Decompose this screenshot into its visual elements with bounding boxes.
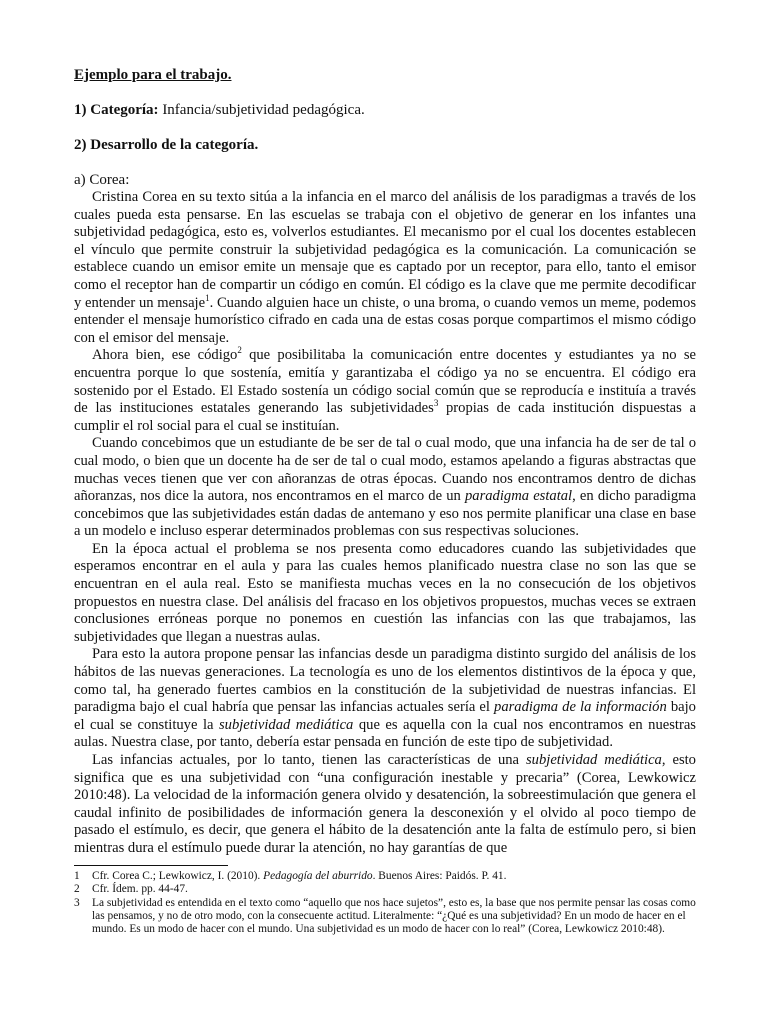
footnote-ref-1: 1 bbox=[205, 292, 210, 303]
footnote-1-title: Pedagogía del aburrido bbox=[263, 870, 373, 882]
footnote-number: 2 bbox=[74, 883, 80, 896]
paragraph-5-text-c: que es aquella con la cual nos encontramos en nuestras aulas. Nuestra clase, por tanto, debería estar pensada en función de este tipo de subjetividad. bbox=[74, 716, 696, 751]
paragraph-2-text-a: Ahora bien, ese código bbox=[92, 347, 238, 364]
paragraph-4: En la época actual el problema se nos presenta como educadores cuando las subjetividades que esperamos encontrar en el aula y para las cuales hemos planificado nuestra clase no son las que se encuentran en el aula real. Esto se manifiesta muchas veces en la no consecución de los objetivos propuestos en nuestra clase. Del análisis del fracaso en los objetivos propuestos, muchas veces se extraen conclusiones erróneas porque no ponemos en cuestión las infancias con las que trabajamos, las subjetividades que llegan a nuestras aulas. bbox=[74, 540, 696, 645]
category-value: Infancia/subjetividad pedagógica. bbox=[162, 102, 365, 118]
paragraph-5-text-b: bajo el cual se constituye la bbox=[74, 699, 696, 733]
footnote-number: 1 bbox=[74, 870, 80, 882]
document-title: Ejemplo para el trabajo. bbox=[74, 67, 232, 83]
paragraph-2 bbox=[74, 347, 696, 435]
paragraph-6 bbox=[74, 752, 696, 858]
paragraph-5-emphasis-1: paradigma de la información bbox=[494, 699, 667, 716]
footnote-text: La subjetividad es entendida en el texto como “aquello que nos hace sujetos”, esto es, la base que nos permite pensar las cosas como las pensamos, y no de otro modo, con la consecuente actitud. Literalmente: “¿Qué es una subjetividad? En un modo de hacer en el mundo. Es un modo de hacer con el mundo. Una subjetividad es un modo de hacer con lo real” (Corea, Lewkowicz 2010:48). bbox=[92, 896, 696, 936]
paragraph-1 bbox=[74, 189, 696, 347]
footnote-text: Cfr. Ídem. pp. 44-47. bbox=[92, 883, 188, 896]
paragraph-3-text-a: Cuando concebimos que un estudiante de be ser de tal o cual modo, que una infancia ha de ser de tal o cual modo, o bien que un docente ha de ser de tal o cual modo, estamos apelando a figuras abstractas que muchas veces tienen que ver con añoranzas de otras épocas. Cuando nos encontramos dentro de dichas añoranzas, nos dice la autora, nos encontramos en el marco de un bbox=[74, 435, 696, 505]
paragraph-2-text-c: propias de cada institución dispuestas a cumplir el rol social para el cual se instituían. bbox=[74, 400, 696, 434]
development-label: 2) Desarrollo de la categoría. bbox=[74, 137, 259, 153]
body-text bbox=[74, 189, 696, 858]
paragraph-6-text-b: , esto significa que es una subjetividad con “una configuración inestable y precaria” (Corea, Lewkowicz 2010:48). La velocidad de la información genera olvido y desatención, la sobreestimulación que genera el caudal infinito de posibilidades de información genera la desconexión y el olvido al poco tiempo de pasado el estímulo, es decir, que genera el hábito de la desatención ante la falta de estímulo pero, si bien mientras dura el estímulo puede durar la atención, no hay garantías de que bbox=[74, 752, 696, 856]
paragraph-6-text-a: Las infancias actuales, por lo tanto, tienen las características de una bbox=[92, 752, 526, 768]
footnote-1-text-b: . Buenos Aires: Paidós. P. 41. bbox=[372, 870, 507, 882]
category-heading bbox=[74, 101, 696, 119]
paragraph-1-text-b: . Cuando alguien hace un chiste, o una broma, o cuando vemos un meme, podemos entender el mensaje humorístico cifrado en cada una de estas cosas porque compartimos el mismo código con el emisor del mensaje. bbox=[74, 294, 696, 346]
paragraph-3 bbox=[74, 435, 696, 541]
document-body bbox=[74, 66, 696, 858]
development-heading bbox=[74, 136, 696, 154]
footnote-ref-2: 2 bbox=[237, 345, 242, 356]
footnote-3 bbox=[74, 897, 696, 937]
paragraph-6-emphasis: subjetividad mediática bbox=[526, 752, 662, 768]
paragraph-1-text-a: Cristina Corea en su texto sitúa a la infancia en el marco del análisis de los paradigmas a través de los cuales pueda esta pensarse. En las escuelas se trabaja con el objetivo de generar en los infantes una subjetividad pedagógica, esto es, volverlos estudiantes. El mecanismo por el cual los docentes establecen el vínculo que permite construir la subjetividad pedagógica es la comunicación. La comunicación se establece cuando un emisor emite un mensaje que es captado por un receptor, para ello, tanto el emisor como el receptor han de compartir un código en común. El código es la clave que me permite decodificar y entender un mensaje bbox=[74, 189, 696, 311]
paragraph-5 bbox=[74, 646, 696, 752]
footnote-text bbox=[92, 870, 696, 883]
footnote-2 bbox=[74, 883, 696, 896]
paragraph-3-emphasis: paradigma estatal bbox=[464, 488, 573, 505]
paragraph-5-emphasis-2: subjetividad mediática bbox=[218, 716, 354, 733]
footnote-divider bbox=[74, 865, 228, 866]
paragraph-5-text-a: Para esto la autora propone pensar las infancias desde un paradigma distinto surgido del análisis de los hábitos de las nuevas generaciones. La tecnología es uno de los elementos distintivos de la época y que, como tal, ha generado fuertes cambios en la constitución de la subjetividad de nuestras infancias. El paradigma bajo el cual habría que pensar las infancias actuales sería el bbox=[74, 646, 696, 716]
footnote-number: 3 bbox=[74, 896, 80, 909]
subsection-heading: a) Corea: bbox=[74, 172, 130, 188]
category-label: 1) Categoría: bbox=[74, 102, 159, 118]
paragraph-3-text-b: , en dicho paradigma concebimos que las subjetividades están dadas de antemano y eso nos permite planificar una clase en base a un modelo e incluso esperar determinados problemas con sus respectivas soluciones. bbox=[74, 488, 696, 540]
footnote-1 bbox=[74, 870, 696, 883]
paragraph-2-text-b: que posibilitaba la comunicación entre docentes y estudiantes ya no se encuentra porque lo que sostenía, emitía y garantizaba el código ya no se encuentra. El código era sostenido por el Estado. El Estado sostenía un código social común que se reproducía e instituía a través de las instituciones estatales generando las subjetividades bbox=[74, 347, 696, 417]
footnotes bbox=[74, 865, 696, 936]
footnote-1-text-a: Cfr. Corea C.; Lewkowicz, I. (2010). bbox=[92, 870, 264, 882]
footnote-ref-3: 3 bbox=[433, 398, 439, 409]
